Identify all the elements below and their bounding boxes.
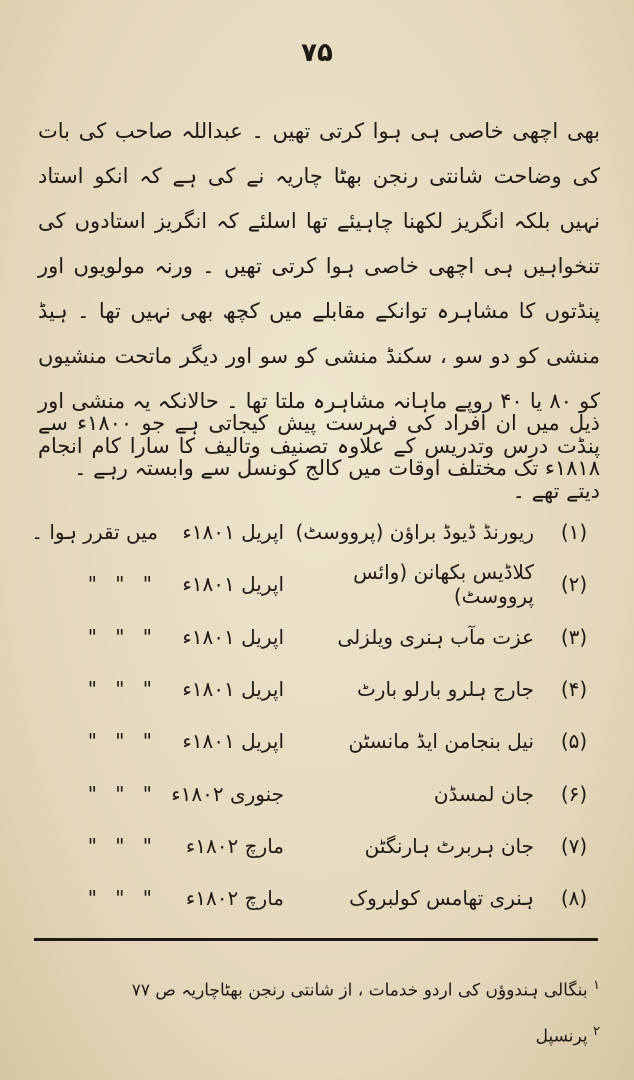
- list-item: [30, 820, 604, 872]
- footnote-text: بنگالی ہندوؤں کی اردو خدمات ، از شانتی رنجن بھٹاچاریہ ص ۷۷: [131, 980, 588, 1001]
- footnote-divider: [34, 938, 598, 941]
- item-note: " " ": [87, 677, 158, 702]
- body-paragraph-2: ذیل میں ان افراد کی فہرست پیش کیجاتی ہے جو ۱۸۰۰ء سے ۱۸۱۸ء تک مختلف اوقات میں کالج کونسل سے وابستہ رہے ۔: [38, 411, 601, 480]
- list-item: [30, 611, 604, 663]
- item-name: ہنری تھامس کولبروک: [349, 886, 534, 911]
- item-number: (۴): [560, 677, 588, 702]
- item-number: (۲): [560, 572, 588, 597]
- footnote-marker: ۲: [593, 1024, 600, 1039]
- footnote-2: [40, 1024, 600, 1047]
- item-number: (۶): [560, 781, 588, 806]
- item-date: اپریل ۱۸۰۱ء: [182, 624, 284, 649]
- item-date: مارچ ۱۸۰۲ء: [185, 886, 284, 911]
- item-note: " " ": [87, 886, 158, 911]
- item-note: " " ": [87, 624, 158, 649]
- item-name: کلاڈیس بکھانن (وائس پرووسٹ): [353, 560, 534, 609]
- list-item: [30, 506, 604, 558]
- item-name: جارج ہلرو بارلو بارٹ: [356, 677, 534, 702]
- item-note: " " ": [87, 781, 158, 806]
- item-number: (۱): [560, 520, 588, 545]
- item-name: جان ہربرٹ ہارنگٹن: [364, 833, 534, 858]
- item-date: اپریل ۱۸۰۱ء: [182, 729, 284, 754]
- footnote-marker: ۱: [593, 978, 600, 993]
- item-date: اپریل ۱۸۰۱ء: [182, 677, 284, 702]
- list-item: [30, 872, 604, 924]
- list-item: [30, 558, 604, 610]
- item-number: (۷): [560, 833, 588, 858]
- item-number: (۸): [560, 886, 588, 911]
- footnote-1: [40, 978, 600, 1001]
- staff-list: [30, 506, 604, 924]
- item-name: عزت مآب ہنری ویلزلی: [337, 624, 534, 649]
- item-date: جنوری ۱۸۰۲ء: [171, 781, 284, 806]
- item-number: (۵): [560, 729, 588, 754]
- footnote-text: پرنسپل: [535, 1026, 588, 1047]
- item-date: اپریل ۱۸۰۱ء: [182, 572, 284, 597]
- item-note: میں تقرر ہوا ۔: [31, 520, 158, 545]
- item-date: مارچ ۱۸۰۲ء: [185, 833, 284, 858]
- list-item: [30, 767, 604, 819]
- list-item: [30, 715, 604, 767]
- page-number: ۷۵: [301, 38, 333, 68]
- item-note: " " ": [87, 572, 158, 597]
- item-note: " " ": [87, 833, 158, 858]
- item-number: (۳): [560, 624, 588, 649]
- list-item: [30, 663, 604, 715]
- item-date: اپریل ۱۸۰۱ء: [182, 520, 284, 545]
- item-name: نیل بنجامن ایڈ مانسٹن: [348, 729, 534, 754]
- body-paragraph-1: بھی اچھی خاصی ہی ہوا کرتی تھیں ۔ عبداللہ صاحب کی بات کی وضاحت شانتی رنجن بھٹا چاریہ نے کی ہے کہ انکو استاد نہیں بلکہ انگریز لکھنا چاہیئے تھا اسلئے کہ انگریز استادوں کی تنخواہیں ہی اچھی خاصی ہوا کرتی تھیں ۔ ورنہ مولویوں اور پنڈتوں کا مشاہرہ توانکے مقابلے میں کچھ بھی نہیں تھا ۔ ہیڈ منشی کو دو سو ، سکنڈ منشی کو سو اور دیگر ماتحت منشیوں کو ۸۰ یا ۴۰ روپے ماہانہ مشاہرہ ملتا تھا ۔ حالانکہ یہ منشی اور پنڈت درس وتدریس کے علاوہ تصنیف وتالیف کا سارا کام انجام دیتے تھے ۔: [38, 119, 601, 503]
- item-name: ریورنڈ ڈیوڈ براؤن (پرووسٹ): [295, 520, 534, 545]
- item-note: " " ": [87, 729, 158, 754]
- item-name: جان لمسڈن: [433, 781, 534, 806]
